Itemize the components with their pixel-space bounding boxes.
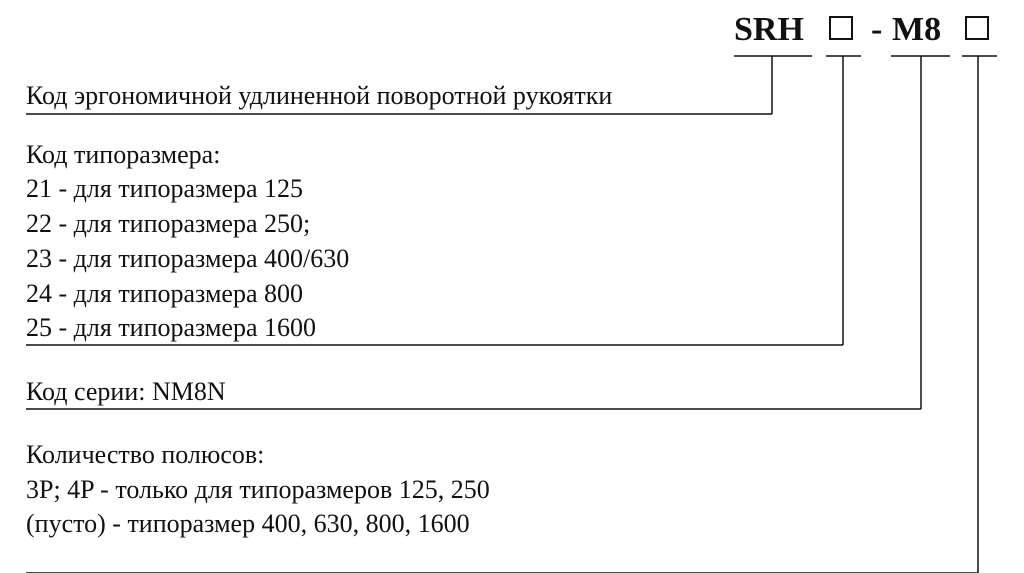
poles-heading: Количество полюсов: bbox=[26, 440, 265, 469]
size-option-21: 21 - для типоразмера 125 bbox=[26, 174, 303, 203]
code-prefix: SRH bbox=[734, 11, 804, 48]
poles-option-empty: (пусто) - типоразмер 400, 630, 800, 1600 bbox=[26, 509, 470, 538]
size-option-23: 23 - для типоразмера 400/630 bbox=[26, 244, 350, 273]
size-option-24: 24 - для типоразмера 800 bbox=[26, 279, 303, 308]
handle-code-description: Код эргономичной удлиненной поворотной рукоятки bbox=[26, 81, 613, 110]
code-series: M8 bbox=[892, 11, 942, 48]
size-option-25: 25 - для типоразмера 1600 bbox=[26, 313, 316, 342]
poles-option-3p-4p: 3P; 4P - только для типоразмеров 125, 250 bbox=[26, 475, 490, 504]
size-code-heading: Код типоразмера: bbox=[26, 140, 221, 169]
code-dash: - bbox=[871, 11, 883, 48]
size-option-22: 22 - для типоразмера 250; bbox=[26, 209, 311, 238]
series-code-description: Код серии: NM8N bbox=[26, 377, 226, 406]
